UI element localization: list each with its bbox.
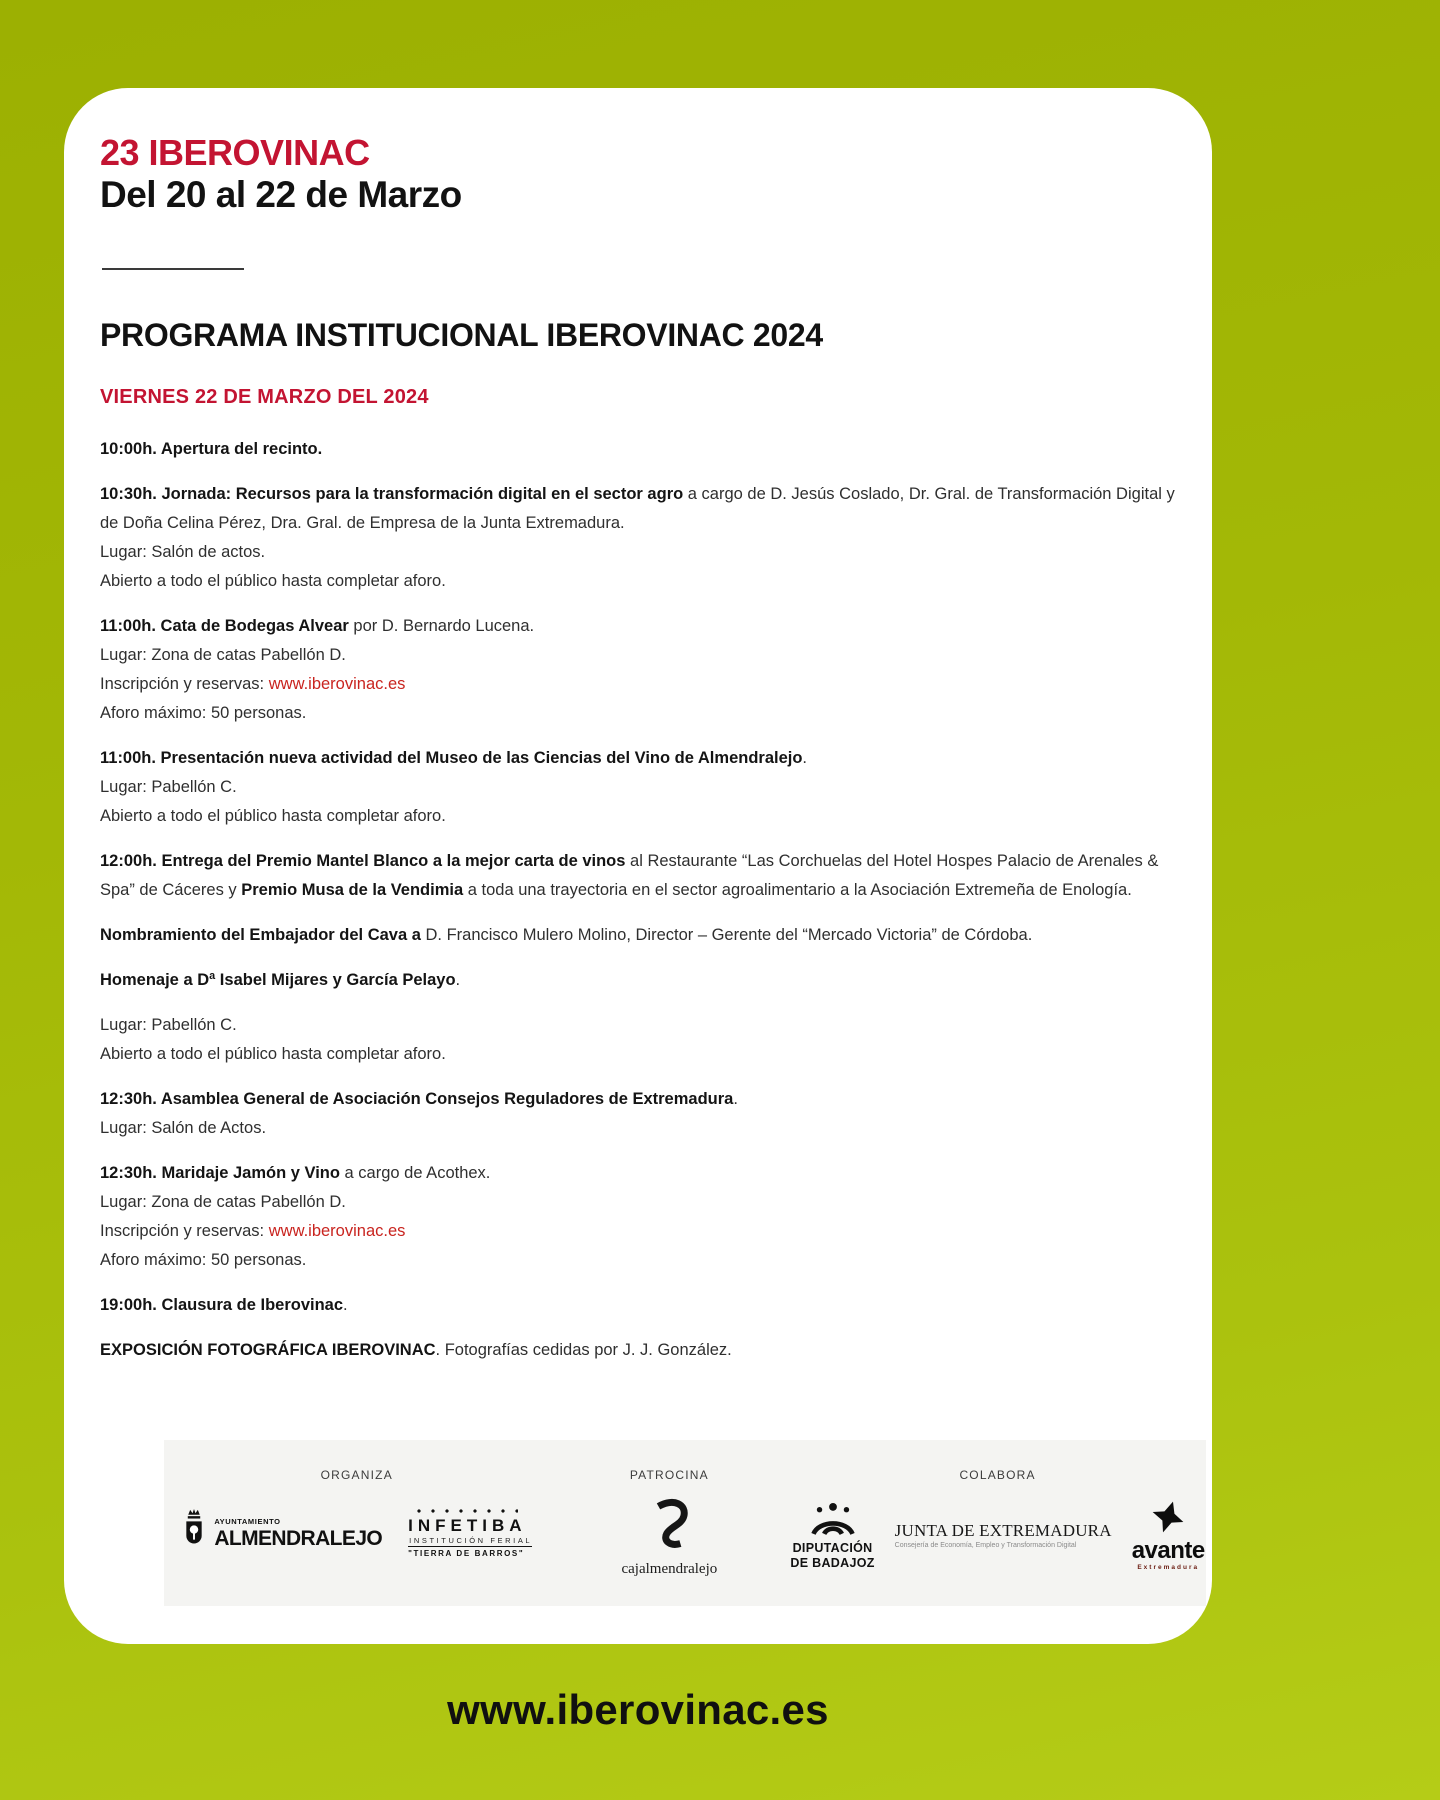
schedule-text: al Restaurante “Las Corchuelas del Hotel Hospes Palacio de Arenales & Spa” de Cáceres y <box>100 852 1159 900</box>
schedule-text: a toda una trayectoria en el sector agroalimentario a la Asociación Extremeña de Enología. <box>463 881 1132 900</box>
patrocina-label: PATROCINA <box>629 1468 709 1482</box>
junta-main-label: JUNTA DE EXTREMADURA <box>894 1521 1112 1541</box>
schedule-text: 19:00h. Clausura de Iberovinac <box>100 1296 344 1315</box>
schedule-text: . <box>455 971 461 990</box>
schedule-text: EXPOSICIÓN FOTOGRÁFICA IBEROVINAC <box>100 1341 436 1360</box>
schedule-text: a cargo de D. Jesús Coslado, Dr. Gral. de Transformación Digital y de Doña Celina Pérez, Dra. Gral. de Empresa de la Junta Extremadura. <box>100 485 1175 533</box>
program-card-content <box>64 88 1212 1365</box>
schedule-line <box>100 1040 1186 1069</box>
schedule-text: por D. Bernardo Lucena. <box>348 617 535 636</box>
schedule-text: Lugar: Pabellón C. <box>100 1016 237 1035</box>
schedule-text: Abierto a todo el público hasta completar aforo. <box>100 1045 446 1064</box>
avante-sub-label: Extremadura <box>1137 1564 1200 1571</box>
schedule-text: Lugar: Salón de actos. <box>100 543 266 562</box>
schedule-text: Lugar: Pabellón C. <box>100 778 237 797</box>
ayuntamiento-top-label: AYUNTAMIENTO <box>214 1517 281 1527</box>
schedule-line <box>100 773 1186 802</box>
schedule-text: Premio Musa de la Vendimia <box>241 881 464 900</box>
program-card <box>64 88 1212 1644</box>
schedule-line <box>100 1188 1186 1217</box>
event-dates: Del 20 al 22 de Marzo <box>100 174 462 216</box>
schedule-line <box>100 1114 1186 1143</box>
diputacion-line2: DE BADAJOZ <box>790 1555 875 1570</box>
schedule-text: . <box>343 1296 348 1315</box>
avante-main-label: avante <box>1131 1537 1205 1564</box>
cajalmendralejo-mark-icon <box>648 1494 690 1557</box>
schedule-text: . Fotografías cedidas por J. J. González. <box>435 1341 732 1360</box>
ayuntamiento-main-label: ALMENDRALEJO <box>214 1526 383 1550</box>
schedule-line <box>100 567 1186 596</box>
diputacion-badajoz-logo <box>790 1502 874 1569</box>
colabora-label: COLABORA <box>959 1468 1036 1482</box>
infetiba-main-label: INFETIBA <box>408 1515 527 1535</box>
schedule-text: a cargo de Acothex. <box>339 1164 491 1183</box>
schedule-text: Abierto a todo el público hasta completar aforo. <box>100 807 446 826</box>
junta-extremadura-logo <box>895 1522 1112 1549</box>
schedule-line <box>100 1217 1186 1246</box>
link-iberovinac[interactable]: www.iberovinac.es <box>268 1222 406 1241</box>
schedule-text: . <box>802 749 808 768</box>
schedule-text: Inscripción y reservas: <box>100 1222 269 1241</box>
schedule-text: 11:00h. Cata de Bodegas Alvear <box>100 617 349 636</box>
website-url: www.iberovinac.es <box>447 1686 829 1733</box>
schedule-line <box>100 921 1186 950</box>
schedule-line <box>100 670 1186 699</box>
schedule-line <box>100 802 1186 831</box>
schedule-text: Aforo máximo: 50 personas. <box>100 1251 307 1270</box>
schedule-text: Inscripción y reservas: <box>100 675 269 694</box>
infetiba-sub-label: INSTITUCIÓN FERIAL <box>408 1534 532 1548</box>
schedule-line <box>100 480 1186 538</box>
colabora-logos <box>790 1500 1204 1572</box>
link-iberovinac[interactable]: www.iberovinac.es <box>268 675 406 694</box>
schedule-line <box>100 1336 1186 1365</box>
patrocina-logos <box>621 1494 717 1578</box>
schedule-line <box>100 699 1186 728</box>
schedule-line <box>100 538 1186 567</box>
schedule-text: 10:30h. Jornada: Recursos para la transformación digital en el sector agro <box>100 485 684 504</box>
schedule-line <box>100 1246 1186 1275</box>
diputacion-emblem-icon <box>807 1502 859 1540</box>
schedule-line <box>100 847 1186 905</box>
organiza-label: ORGANIZA <box>320 1468 393 1482</box>
schedule-line <box>100 612 1186 641</box>
schedule-text: Lugar: Zona de catas Pabellón D. <box>100 1193 346 1212</box>
schedule-text: Lugar: Zona de catas Pabellón D. <box>100 646 346 665</box>
schedule-text: Aforo máximo: 50 personas. <box>100 704 307 723</box>
schedule-line <box>100 1291 1186 1320</box>
schedule-text: 10:00h. Apertura del recinto. <box>100 440 323 459</box>
ayuntamiento-shield-icon <box>181 1508 207 1559</box>
schedule-text: 11:00h. Presentación nueva actividad del Museo de las Ciencias del Vino de Almendralejo <box>100 749 803 768</box>
schedule-line <box>100 1159 1186 1188</box>
program-title: PROGRAMA INSTITUCIONAL IBEROVINAC 2024 <box>100 316 823 353</box>
patrocina-column <box>550 1440 790 1606</box>
edition-title: 23 IBEROVINAC <box>100 132 370 173</box>
schedule-text: Homenaje a Dª Isabel Mijares y García Pelayo <box>100 971 456 990</box>
infetiba-motto-label: "TIERRA DE BARROS" <box>408 1549 525 1559</box>
cajalmendralejo-logo <box>621 1494 717 1578</box>
sponsors-strip <box>164 1440 1206 1606</box>
day-heading: VIERNES 22 DE MARZO DEL 2024 <box>100 386 429 409</box>
organiza-column <box>164 1440 550 1606</box>
schedule-text: Abierto a todo el público hasta completar aforo. <box>100 572 446 591</box>
schedule-text: 12:30h. Asamblea General de Asociación Consejos Reguladores de Extremadura <box>100 1090 734 1109</box>
schedule-line <box>100 641 1186 670</box>
schedule <box>100 435 1186 1365</box>
avante-logo <box>1132 1500 1205 1572</box>
colabora-column <box>789 1440 1206 1606</box>
diputacion-line1: DIPUTACIÓN <box>792 1541 873 1556</box>
ayuntamiento-almendralejo-logo <box>181 1508 382 1559</box>
schedule-line <box>100 966 1186 995</box>
junta-sub-label: Consejería de Economía, Empleo y Transformación Digital <box>894 1542 1077 1550</box>
schedule-text: 12:00h. Entrega del Premio Mantel Blanco a la mejor carta de vinos <box>100 852 626 871</box>
schedule-text: Lugar: Salón de Actos. <box>100 1119 267 1138</box>
schedule-text: Nombramiento del Embajador del Cava a <box>100 926 421 945</box>
cajalmendralejo-label: cajalmendralejo <box>621 1561 718 1577</box>
infetiba-dots-icon <box>410 1509 518 1513</box>
schedule-line <box>100 1085 1186 1114</box>
schedule-line <box>100 1011 1186 1040</box>
avante-pinwheel-icon <box>1151 1500 1185 1538</box>
organiza-logos <box>181 1508 532 1559</box>
divider-line <box>102 268 244 270</box>
schedule-line <box>100 435 1186 464</box>
schedule-text: . <box>733 1090 738 1109</box>
infetiba-logo <box>408 1509 532 1559</box>
schedule-text: 12:30h. Maridaje Jamón y Vino <box>100 1164 340 1183</box>
schedule-text: D. Francisco Mulero Molino, Director – Gerente del “Mercado Victoria” de Córdoba. <box>420 926 1033 945</box>
schedule-line <box>100 744 1186 773</box>
